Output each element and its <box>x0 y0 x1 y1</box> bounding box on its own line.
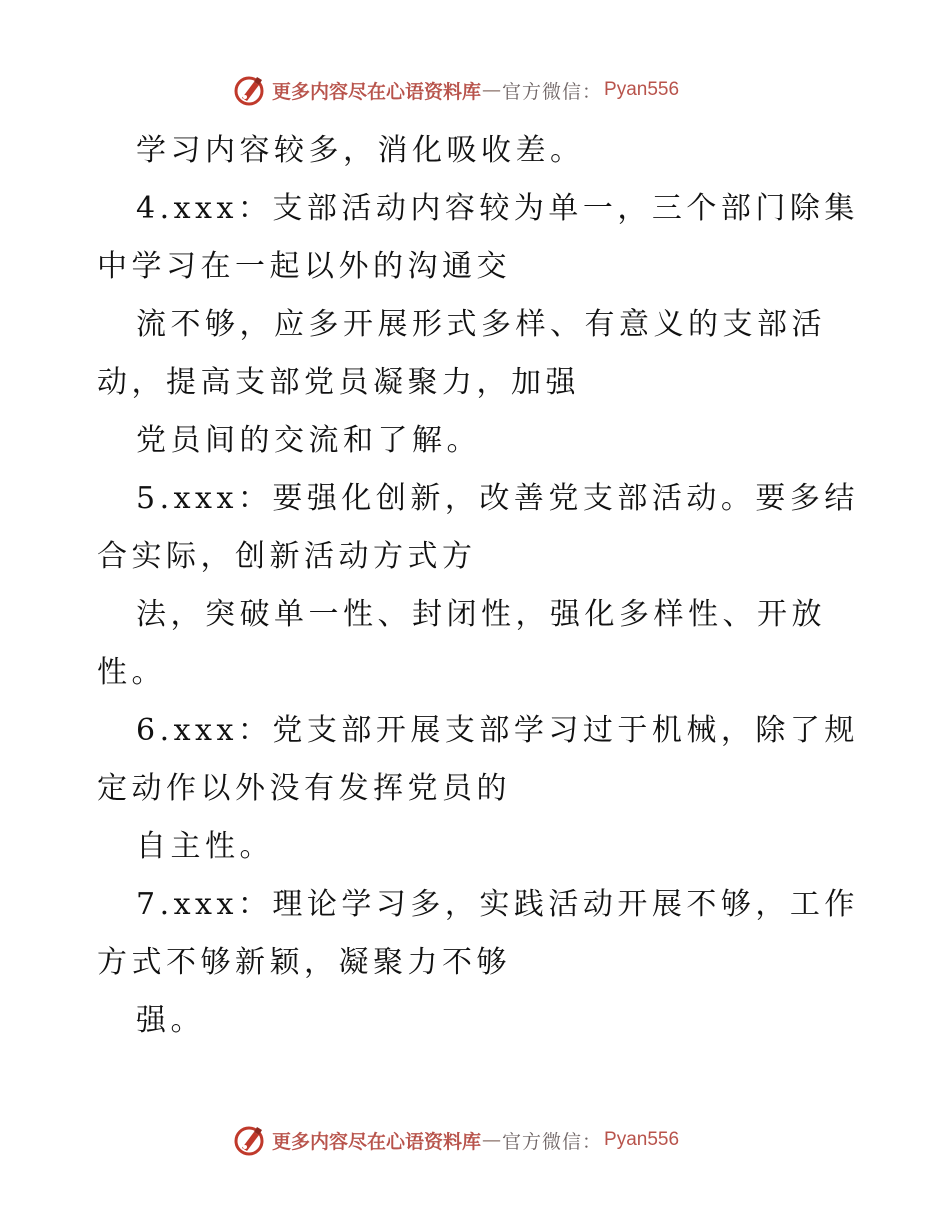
banner-wechat-id: Pyan556 <box>604 1129 680 1150</box>
banner-wechat-label: 官方微信： <box>502 80 603 103</box>
body-line: 5.xxx：要强化创新，改善党支部活动。要多结 <box>136 481 859 516</box>
banner-brand-text: 更多内容尽在心语资料库 <box>272 80 482 103</box>
pen-logo-icon <box>232 1122 268 1158</box>
body-line: 中学习在一起以外的沟通交 <box>97 249 511 284</box>
body-line: 7.xxx：理论学习多，实践活动开展不够，工作 <box>136 887 859 922</box>
banner-separator: — <box>482 79 502 101</box>
banner-wechat-label: 官方微信： <box>502 1130 603 1153</box>
header-banner <box>232 72 679 108</box>
banner-wechat-id: Pyan556 <box>604 79 680 100</box>
body-line: 性。 <box>97 655 166 690</box>
body-line: 4.xxx：支部活动内容较为单一，三个部门除集 <box>136 191 859 226</box>
body-line: 合实际，创新活动方式方 <box>97 539 477 574</box>
document-body <box>97 122 857 1050</box>
body-line: 强。 <box>136 1003 205 1038</box>
body-line: 自主性。 <box>136 829 274 864</box>
body-line: 流不够，应多开展形式多样、有意义的支部活 <box>136 307 826 342</box>
body-line: 学习内容较多，消化吸收差。 <box>136 133 585 168</box>
body-line: 法，突破单一性、封闭性，强化多样性、开放 <box>136 597 826 632</box>
body-line: 6.xxx：党支部开展支部学习过于机械，除了规 <box>136 713 859 748</box>
body-line: 定动作以外没有发挥党员的 <box>97 771 511 806</box>
body-line: 动，提高支部党员凝聚力，加强 <box>97 365 580 400</box>
body-line: 方式不够新颖，凝聚力不够 <box>97 945 511 980</box>
body-line: 党员间的交流和了解。 <box>136 423 481 458</box>
banner-separator: — <box>482 1129 502 1151</box>
banner-brand-text: 更多内容尽在心语资料库 <box>272 1130 482 1153</box>
pen-logo-icon <box>232 72 268 108</box>
footer-banner <box>232 1122 679 1158</box>
